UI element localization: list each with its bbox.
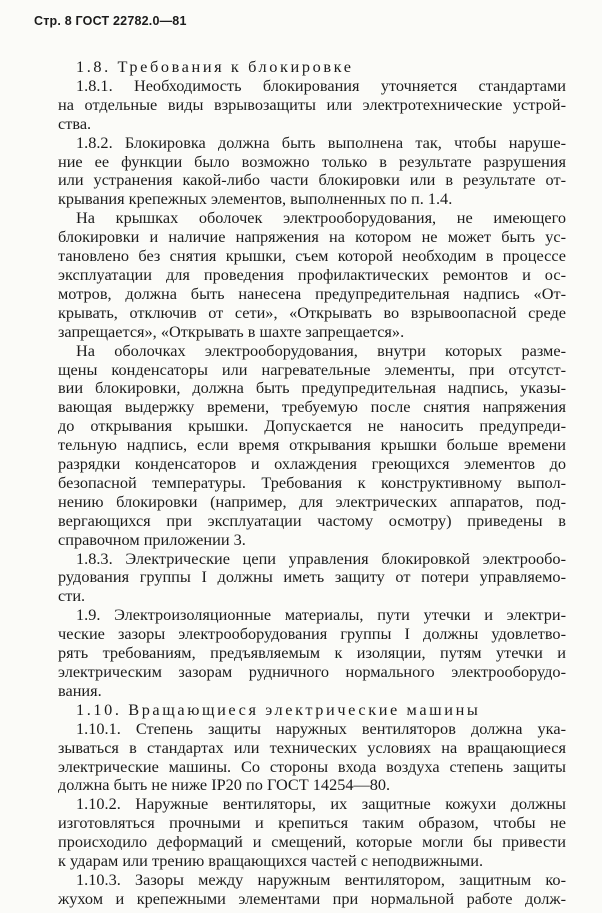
text-line: рудования группы I должны иметь защиту от потери управляемо- — [58, 567, 566, 587]
text-line: На оболочках электрооборудования, внутри которых разме- — [76, 340, 566, 360]
text-line: крывать, отключив от сети», «Открывать во взрывоопасной среде — [58, 302, 566, 322]
paragraph — [58, 720, 566, 796]
paragraph — [58, 77, 566, 134]
text-line: зываться в стандартах или технических условиях на вращающиеся — [58, 737, 566, 757]
text-line: электрическим зазорам рудничного нормального электрооборудо- — [58, 662, 566, 681]
text-line: 1.8.2. Блокировка должна быть выполнена так, чтобы наруше- — [76, 132, 566, 152]
text-line: запрещается», «Открывать в шахте запрещается». — [58, 321, 405, 341]
text-line: 1.10.3. Зазоры между наружным вентилятором, защитным ко- — [76, 869, 566, 889]
text-line: крывания крепежных элементов, выполненных по п. 1.4. — [58, 189, 453, 209]
text-line: тановлено без снятия крышки, съем которой необходим в процессе — [58, 246, 566, 266]
text-line: вающая выдержку времени, требуемую после снятия напряжения — [58, 397, 566, 417]
text-line: 1.10.2. Наружные вентиляторы, их защитные кожухи должны — [76, 794, 566, 814]
paragraph — [58, 209, 566, 341]
text-line: жухом и крепежными элементами при нормальной работе долж- — [58, 888, 566, 908]
text-line: должна быть не ниже IP20 по ГОСТ 14254—80. — [58, 775, 391, 795]
text-line: вания. — [58, 680, 102, 700]
text-line: вии блокировки, должна быть предупредительная надпись, указы- — [58, 378, 566, 398]
section-heading — [58, 58, 566, 77]
text-line: 1.10. Вращающиеся электрические машины — [76, 699, 481, 719]
text-line: ческие зазоры электрооборудования группы I должны удовлетво- — [58, 624, 566, 644]
text-line: разрядки конденсаторов и охлаждения греющихся элементов до — [58, 454, 566, 474]
paragraph — [58, 550, 566, 607]
section-heading — [58, 701, 566, 720]
paragraph — [58, 134, 566, 210]
text-line: или устранения какой-либо части блокировки или в результате от- — [58, 170, 566, 190]
paragraph — [58, 871, 566, 909]
text-line: щены конденсаторы или нагревательные элементы, при отсутст- — [58, 359, 566, 379]
text-line: до открывания крышки. Допускается не наносить предупреди- — [58, 416, 566, 436]
text-line: 1.9. Электроизоляционные материалы, пути утечки и электри- — [76, 605, 566, 625]
text-line: На крышках оболочек электрооборудования, не имеющего — [76, 208, 566, 228]
text-line: изготовляться прочными и крепиться таким образом, чтобы не — [58, 813, 566, 833]
text-line: электрические машины. Со стороны входа воздуха степень защиты — [58, 756, 566, 776]
paragraph — [58, 795, 566, 871]
text-line: безопасной температуры. Требования к конструктивному выпол- — [58, 472, 566, 492]
text-line: блокировки и наличие напряжения на котором не может быть ус- — [58, 227, 566, 247]
text-line: мотров, должна быть нанесена предупредительная надпись «От- — [58, 283, 566, 303]
text-line: 1.8.1. Необходимость блокирования уточняется стандартами — [76, 75, 566, 95]
text-line: ства. — [58, 113, 92, 133]
text-line: эксплуатации для проведения профилактических ремонтов и ос- — [58, 264, 566, 284]
text-line: вергающихся при эксплуатации частому осмотру) приведены в — [58, 510, 566, 530]
text-line: 1.8.3. Электрические цепи управления блокировкой электрообо- — [76, 548, 566, 568]
text-line: 1.10.1. Степень защиты наружных вентиляторов должна ука- — [76, 718, 566, 738]
text-line: нению блокировки (например, для электрических аппаратов, под- — [58, 491, 566, 511]
text-line: 1.8. Требования к блокировке — [76, 57, 354, 76]
text-line: рять требованиям, предъявляемым к изоляции, путям утечки и — [58, 643, 566, 663]
text-line: на отдельные виды взрывозащиты или электротехнические устрой- — [58, 94, 566, 114]
text-line: справочном приложении 3. — [58, 529, 246, 549]
text-line: ние ее функции было возможно только в результате разрушения — [58, 151, 566, 171]
text-line: сти. — [58, 586, 86, 606]
text-line: тельную надпись, если время открывания крышки больше времени — [58, 435, 566, 455]
text-line: к ударам или трению вращающихся частей с неподвижными. — [58, 851, 484, 871]
paragraph — [58, 342, 566, 550]
page-header: Стр. 8 ГОСТ 22782.0—81 — [34, 14, 187, 28]
document-body — [58, 58, 566, 909]
text-line: происходило деформаций и смещений, которые могли бы привести — [58, 832, 566, 852]
paragraph — [58, 606, 566, 701]
